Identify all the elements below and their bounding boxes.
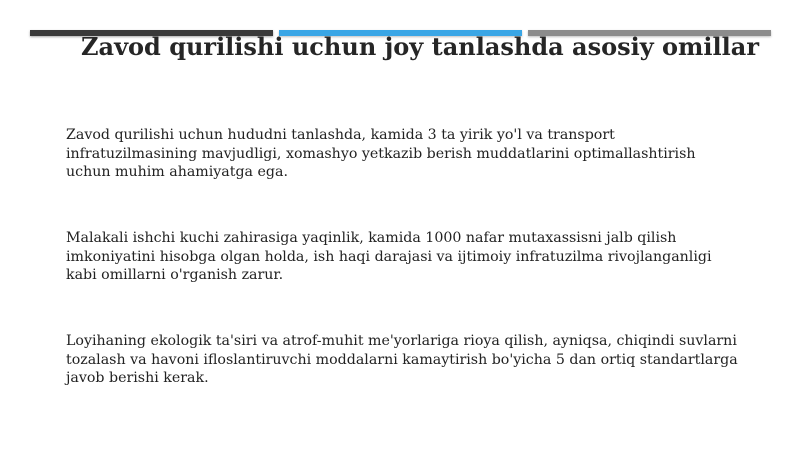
- paragraph-ecology: Loyihaning ekologik ta'siri va atrof-muhit me'yorlariga rioya qilish, ayniqsa, chiqindi suvlarni tozalash va havoni ifloslantiruvchi moddalarni kamaytirish bo'yicha 5 dan ortiq standartlarga javob berishi kerak.: [66, 333, 738, 386]
- paragraph-transport: Zavod qurilishi uchun hududni tanlashda, kamida 3 ta yirik yo'l va transport infratuzilmasining mavjudligi, xomashyo yetkazib berish muddatlarini optimallashtirish uchun muhim ahamiyatga ega.: [66, 127, 696, 180]
- paragraph-workforce: Malakali ishchi kuchi zahirasiga yaqinlik, kamida 1000 nafar mutaxassisni jalb qilish imkoniyatini hisobga olgan holda, ish haqi darajasi va ijtimoiy infratuzilma rivojlanganligi kabi omillarni o'rganish zarur.: [66, 230, 712, 283]
- slide-title: Zavod qurilishi uchun joy tanlashda asosiy omillar: [81, 32, 759, 61]
